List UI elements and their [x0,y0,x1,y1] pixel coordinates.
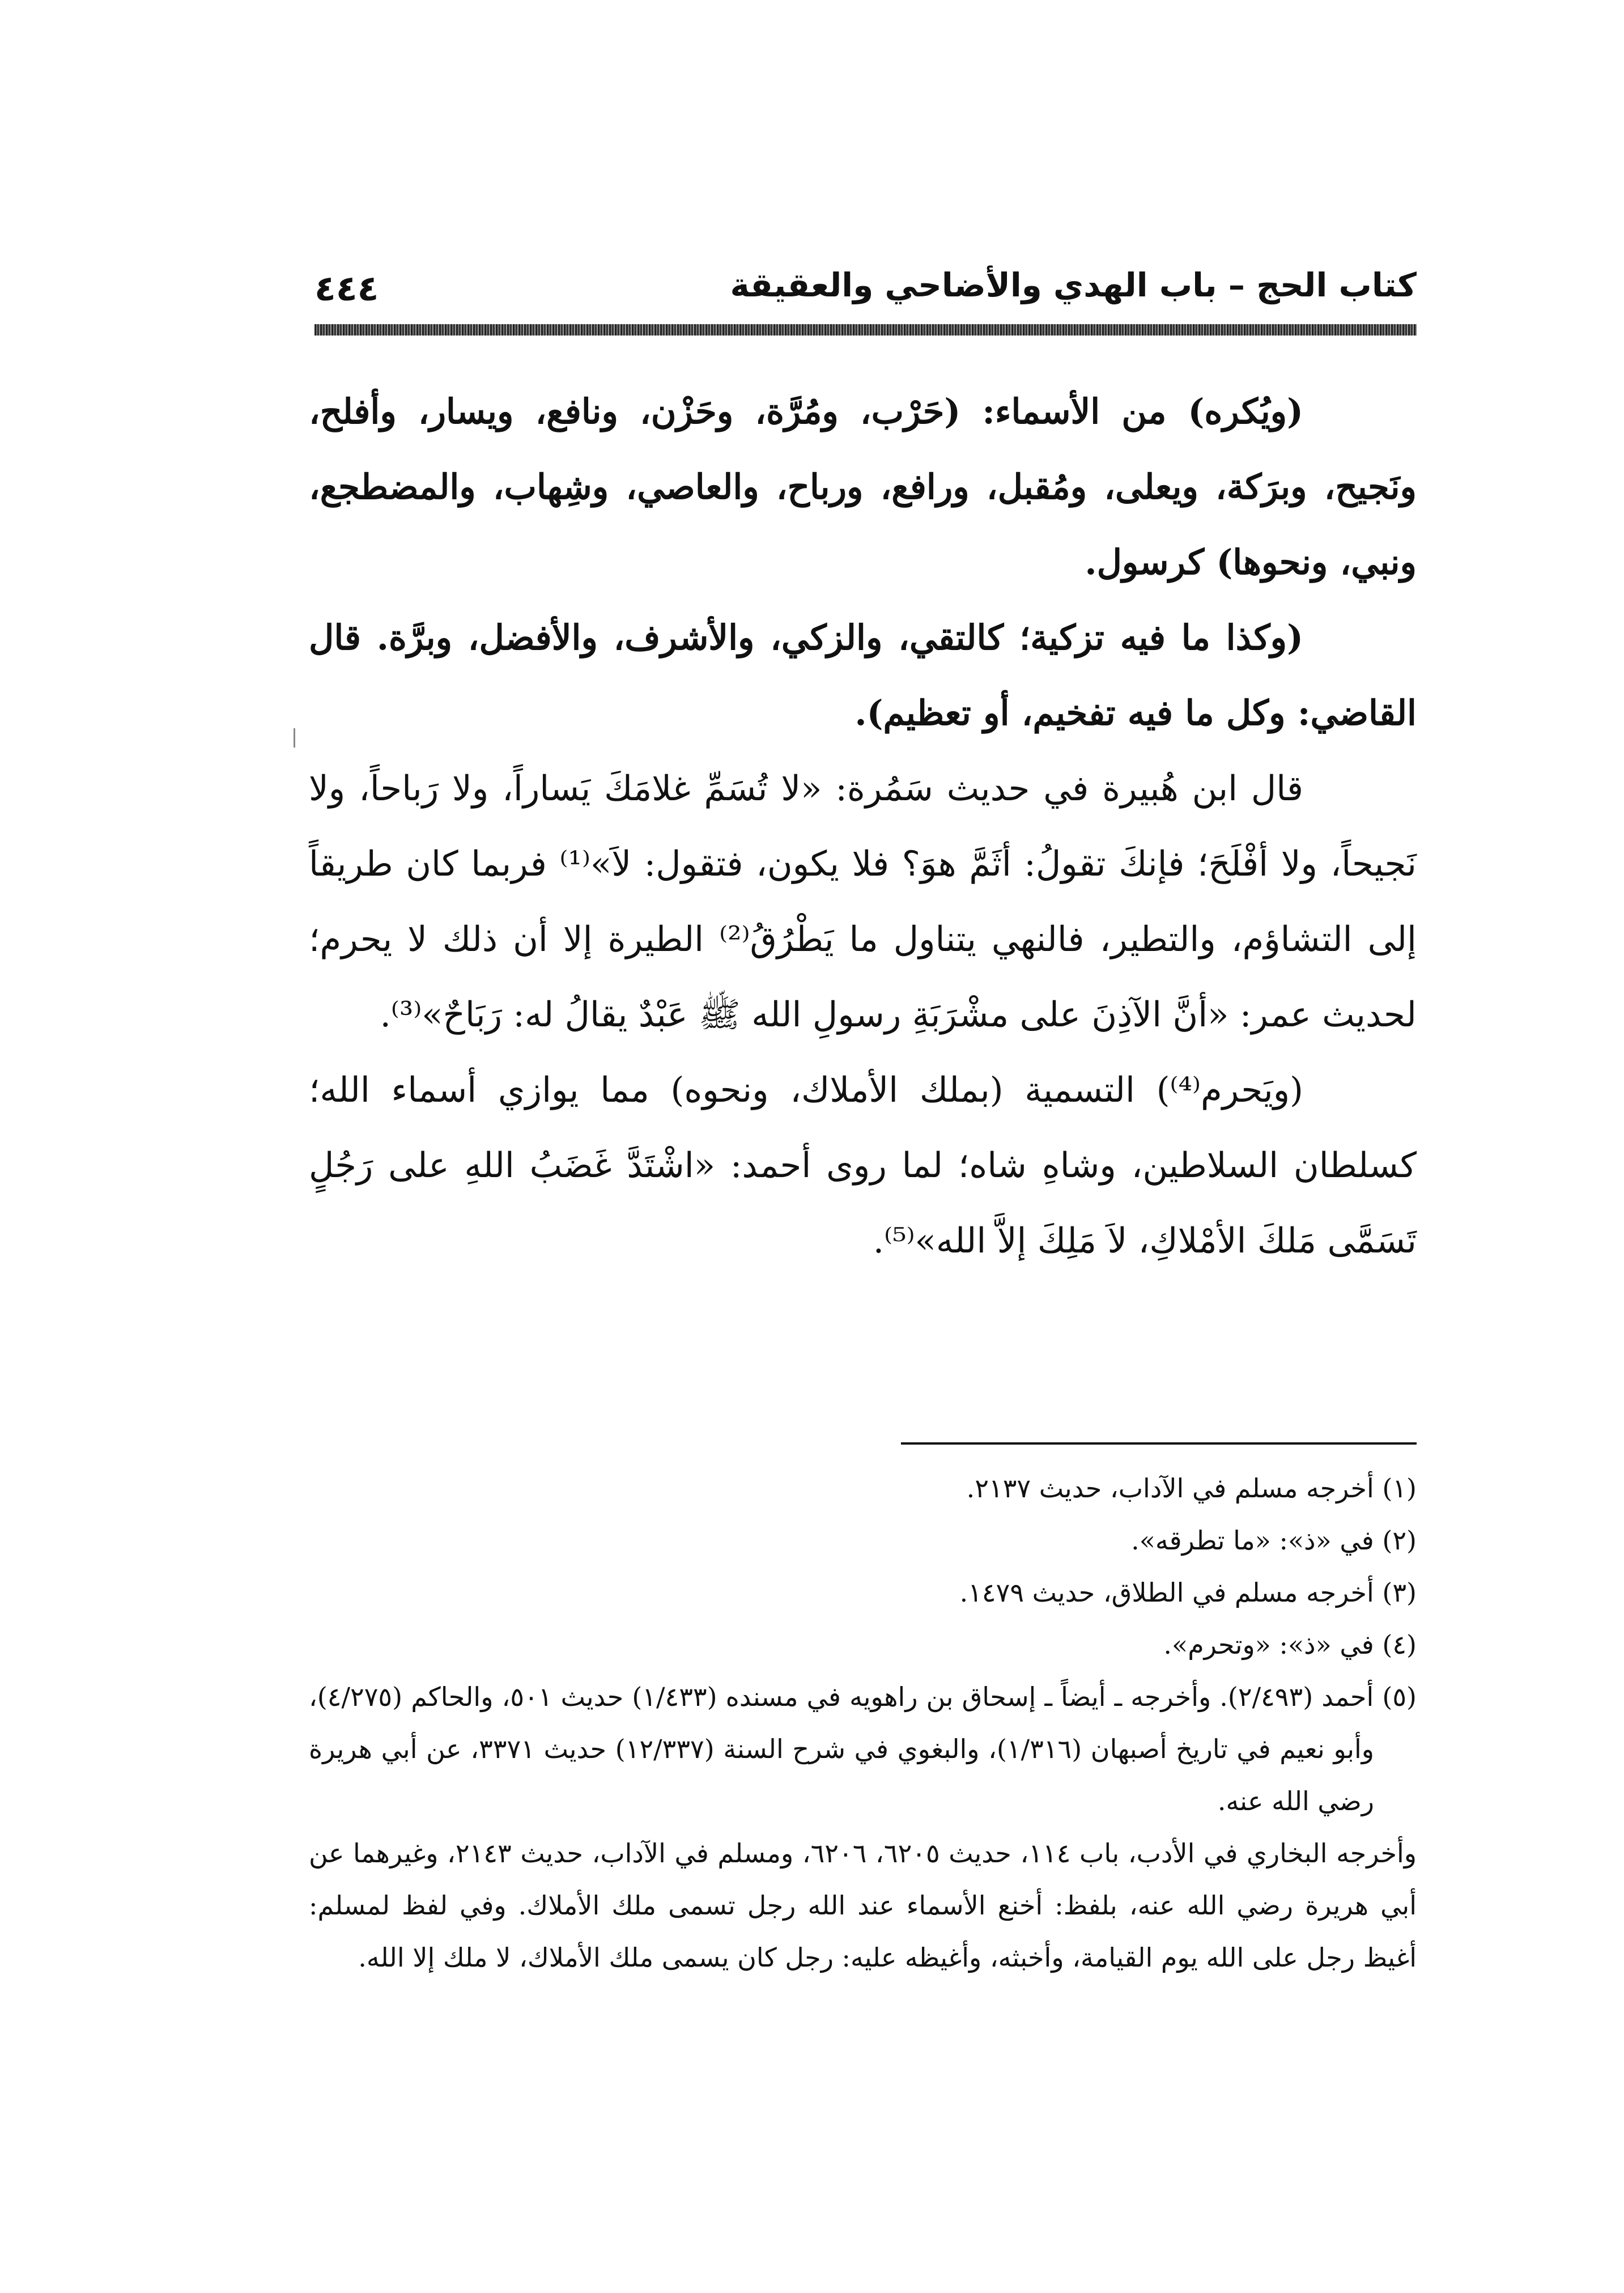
paragraph-praise-names: (وكذا ما فيه تزكية؛ كالتقي، والزكي، والأشرف، والأفضل، وبرَّة. قال القاضي: وكل ما فيه تفخيم، أو تعظيم). [309,618,1417,733]
footnotes [309,1462,1417,1984]
header-divider [314,324,1417,336]
main-text [309,374,1417,1279]
footnote-2: (٢) في «ذ»: «ما تطرقه». [1131,1525,1417,1556]
paragraph-ibn-hubayra: قال ابن هُبيرة في حديث سَمُرة: «لا تُسَمِّ غلامَكَ يَساراً، ولا رَباحاً، ولا نَجيحاً، ولا أفْلَحَ؛ فإنكَ تقولُ: أثَمَّ هوَ؟ فلا يكون، فتقول: لاَ»⁽¹⁾ فربما كان طريقاً إلى التشاؤم، والتطير، فالنهي يتناول ما يَطْرُقُ⁽²⁾ الطيرة إلا أن ذلك لا يحرم؛ لحديث عمر: «أنَّ الآذِنَ على مشْرَبَةِ رسولِ الله ﷺ عَبْدٌ يقالُ له: رَبَاحٌ»⁽³⁾. [309,768,1417,1035]
paragraph-forbidden-names: (ويَحرم⁽⁴⁾) التسمية (بملك الأملاك، ونحوه) مما يوازي أسماء الله؛ كسلطان السلاطين، وشاهِ شاه؛ لما روى أحمد: «اشْتَدَّ غَضَبُ اللهِ على رَجُلٍ تَسَمَّى مَلكَ الأمْلاكِ، لاَ مَلِكَ إلاَّ الله»⁽⁵⁾. [309,1070,1417,1261]
footnote-3: (٣) أخرجه مسلم في الطلاق، حديث ١٤٧٩. [959,1577,1417,1608]
footnote-4: (٤) في «ذ»: «وتحرم». [1163,1629,1417,1660]
paragraph-disliked-names: (ويُكره) من الأسماء: (حَرْب، ومُرَّة، وحَزْن، ونافع، ويسار، وأفلح، ونَجيح، وبرَكة، ويعلى، ومُقبل، ورافع، ورباح، والعاصي، وشِهاب، والمضطجع، ونبي، ونحوها) كرسول. [309,392,1417,583]
footnote-5: (٥) أحمد (٢/٤٩٣). وأخرجه ـ أيضاً ـ إسحاق بن راهويه في مسنده (١/٤٣٣) حديث ٥٠١، والحاكم (٤/٢٧٥)، وأبو نعيم في تاريخ أصبهان (١/٣١٦)، والبغوي في شرح السنة (١٢/٣٣٧) حديث ٣٣٧١، عن أبي هريرة رضي الله عنه. [309,1681,1417,1816]
margin-mark [294,728,295,748]
footnote-1: (١) أخرجه مسلم في الآداب، حديث ٢١٣٧. [966,1473,1417,1504]
footnote-divider [901,1442,1417,1445]
footnote-5-continued: وأخرجه البخاري في الأدب، باب ١١٤، حديث ٦٢٠٥، ٦٢٠٦، ومسلم في الآداب، حديث ٢١٤٣، وغيرهما عن أبي هريرة رضي الله عنه، بلفظ: أخنع الأسماء عند الله رجل تسمى ملك الأملاك. وفي لفظ لمسلم: أغيظ رجل على الله يوم القيامة، وأخبثه، وأغيظه عليه: رجل كان يسمى ملك الأملاك، لا ملك إلا الله. [309,1838,1417,1973]
page-number: ٤٤٤ [314,267,379,309]
chapter-title: كتاب الحج – باب الهدي والأضاحي والعقيقة [730,266,1417,304]
running-header [314,258,1417,320]
